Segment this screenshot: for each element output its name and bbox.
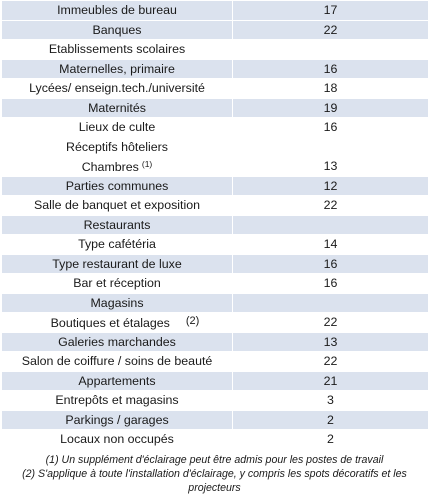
row-label: Etablissements scolaires (48, 42, 186, 57)
table-row (2, 137, 428, 157)
row-value: 19 (233, 98, 429, 118)
row-value: 22 (233, 20, 429, 40)
row-label-cell (2, 391, 233, 411)
row-label: Boutiques et étalages (50, 315, 170, 330)
row-label-cell (2, 352, 233, 372)
row-value: 16 (233, 59, 429, 79)
table-row (2, 352, 428, 372)
row-label: Immeubles de bureau (57, 3, 177, 18)
row-label: Réceptifs hôteliers (66, 139, 168, 154)
row-label: Banques (92, 22, 142, 37)
table-row (2, 98, 428, 118)
table-row (2, 313, 428, 333)
row-value (233, 293, 429, 313)
row-label: Bar et réception (73, 276, 161, 291)
row-label-cell (2, 410, 233, 430)
row-value (233, 215, 429, 235)
row-label-cell (2, 430, 233, 450)
row-label-cell (2, 235, 233, 255)
row-label-cell (2, 196, 233, 216)
row-value: 16 (233, 274, 429, 294)
footnotes (0, 454, 429, 495)
row-value: 2 (233, 410, 429, 430)
row-label-cell (2, 1, 233, 21)
table-row (2, 20, 428, 40)
row-label: Parties communes (65, 178, 169, 193)
table-row (2, 410, 428, 430)
table-row (2, 235, 428, 255)
table-body (2, 1, 428, 450)
lighting-power-table (2, 0, 428, 450)
row-label-cell (2, 137, 233, 157)
row-value: 12 (233, 176, 429, 196)
row-label: Galeries marchandes (58, 334, 176, 349)
row-value: 16 (233, 254, 429, 274)
row-label-cell (2, 215, 233, 235)
table-row (2, 391, 428, 411)
table-row (2, 274, 428, 294)
row-label: Restaurants (83, 217, 151, 232)
row-label: Salon de coiffure / soins de beauté (21, 354, 213, 369)
row-label-cell (2, 59, 233, 79)
row-label: Parkings / garages (65, 412, 169, 427)
row-label: Type cafétéria (78, 237, 156, 252)
row-label-cell (2, 254, 233, 274)
row-label: Type restaurant de luxe (52, 256, 182, 271)
row-value: 22 (233, 196, 429, 216)
row-label: Lycées/ enseign.tech./université (29, 81, 205, 96)
row-label: Entrepôts et magasins (55, 393, 179, 408)
table-row (2, 254, 428, 274)
table-row (2, 59, 428, 79)
row-label: Chambres (81, 159, 139, 174)
footnote-1: (1) Un supplément d'éclairage peut être admis pour les postes de travail (45, 454, 384, 466)
row-label-cell (2, 332, 233, 352)
row-label: Lieux de culte (78, 120, 156, 135)
table-row (2, 332, 428, 352)
footnote-ref: (2) (185, 314, 200, 327)
row-value: 14 (233, 235, 429, 255)
row-value: 22 (233, 313, 429, 333)
row-label-cell (2, 118, 233, 138)
row-label-cell (2, 79, 233, 99)
row-value: 22 (233, 352, 429, 372)
row-label-cell (2, 20, 233, 40)
row-label-cell (2, 371, 233, 391)
table-row (2, 79, 428, 99)
table-row (2, 196, 428, 216)
row-value: 16 (233, 118, 429, 138)
footnote-2: (2) S'applique à toute l'installation d'éclairage, y compris les spots décoratifs et les projecteurs (22, 467, 407, 494)
row-label: Maternelles, primaire (59, 61, 175, 76)
row-value: 13 (233, 332, 429, 352)
table-row (2, 118, 428, 138)
footnote-ref: (1) (141, 158, 153, 169)
row-value: 3 (233, 391, 429, 411)
row-label-cell (2, 98, 233, 118)
row-label: Maternités (88, 100, 146, 115)
row-label-cell (2, 40, 233, 60)
row-label-cell (2, 176, 233, 196)
row-label-cell (2, 313, 233, 333)
row-label-cell (2, 157, 233, 177)
row-value: 13 (233, 157, 429, 177)
table-row (2, 430, 428, 450)
row-label-cell (2, 274, 233, 294)
row-label: Locaux non occupés (60, 432, 174, 447)
row-value: 18 (233, 79, 429, 99)
table-row (2, 371, 428, 391)
row-value: 21 (233, 371, 429, 391)
row-value (233, 40, 429, 60)
row-value (233, 137, 429, 157)
table-row (2, 1, 428, 21)
table-row (2, 40, 428, 60)
row-label: Appartements (78, 373, 156, 388)
row-label: Magasins (90, 295, 144, 310)
row-value: 17 (233, 1, 429, 21)
row-label: Salle de banquet et exposition (33, 198, 201, 213)
table-row (2, 157, 428, 177)
row-value: 2 (233, 430, 429, 450)
table-row (2, 215, 428, 235)
row-label-cell (2, 293, 233, 313)
table-row (2, 176, 428, 196)
table-row (2, 293, 428, 313)
